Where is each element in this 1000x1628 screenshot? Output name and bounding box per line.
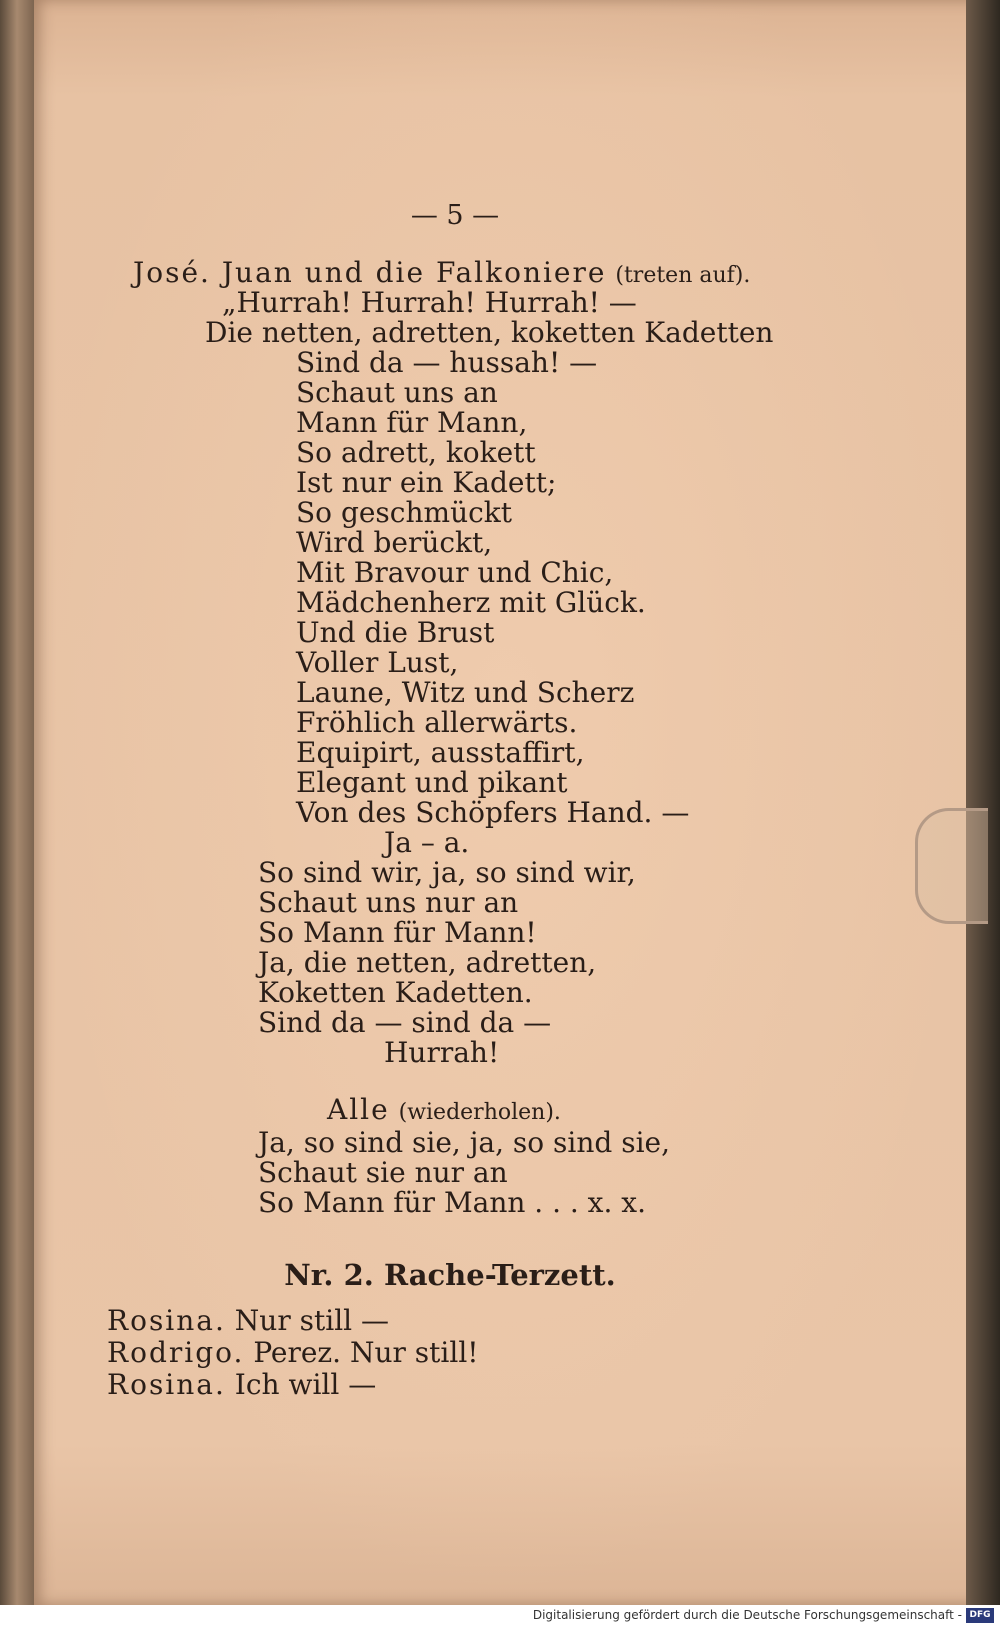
footer-bar <box>0 1605 1000 1628</box>
verse-line: Und die Brust <box>296 616 495 649</box>
verse-line: Mann für Mann, <box>296 406 528 439</box>
verse-line: So Mann für Mann . . . x. x. <box>258 1186 646 1219</box>
verse-line: So Mann für Mann! <box>258 916 537 949</box>
verse-line: Hurrah! <box>384 1036 500 1069</box>
footer-credit: Digitalisierung gefördert durch die Deutsche Forschungsgemeinschaft - <box>532 1608 962 1622</box>
verse2-speaker: Alle <box>327 1093 390 1126</box>
verse-line: Sind da — hussah! — <box>296 346 598 379</box>
verse-line: Ist nur ein Kadett; <box>296 466 557 499</box>
verse-line: Fröhlich allerwärts. <box>296 706 578 739</box>
verse2-speaker-line <box>327 1095 561 1128</box>
dialogue-text: Perez. Nur still! <box>253 1336 479 1369</box>
page-number: — 5 — <box>410 200 500 231</box>
dialogue-speaker: Rosina. <box>107 1368 226 1401</box>
verse-line: Laune, Witz und Scherz <box>296 676 635 709</box>
verse-line: Schaut sie nur an <box>258 1156 508 1189</box>
dialogue-speaker: Rodrigo. <box>107 1336 245 1369</box>
verse-line: Ja, so sind sie, ja, so sind sie, <box>258 1126 671 1159</box>
verse-line: So adrett, kokett <box>296 436 536 469</box>
verse-line: Wird berückt, <box>296 526 493 559</box>
verse1-speakers: José. Juan und die Falkoniere <box>133 256 607 289</box>
verse-line: Equipirt, ausstaffirt, <box>296 736 585 769</box>
dialogue-text: Ich will — <box>234 1368 377 1401</box>
dialogue-text: Nur still — <box>234 1304 390 1337</box>
dfg-logo: DFG <box>966 1608 994 1623</box>
dialogue-line <box>107 1370 376 1400</box>
dialogue-speaker: Rosina. <box>107 1304 226 1337</box>
verse-line: Mädchenherz mit Glück. <box>296 586 646 619</box>
verse-line: Die netten, adretten, koketten Kadetten <box>205 316 774 349</box>
verse-line: Elegant und pikant <box>296 766 568 799</box>
verse-line: Ja – a. <box>384 826 470 859</box>
dialogue-line <box>107 1338 479 1368</box>
verse-line: So geschmückt <box>296 496 513 529</box>
verse-line: Schaut uns nur an <box>258 886 519 919</box>
section-heading: Nr. 2. Rache-Terzett. <box>284 1258 616 1292</box>
verse-line: Schaut uns an <box>296 376 498 409</box>
verse-line: Voller Lust, <box>296 646 459 679</box>
verse2-stage-direction: (wiederholen). <box>398 1100 561 1125</box>
verse-line: Ja, die netten, adretten, <box>258 946 597 979</box>
verse-line: So sind wir, ja, so sind wir, <box>258 856 636 889</box>
verse1-stage-direction: (treten auf). <box>615 263 751 288</box>
verse-line: Mit Bravour und Chic, <box>296 556 614 589</box>
verse-line: Von des Schöpfers Hand. — <box>296 796 690 829</box>
dialogue-line <box>107 1306 389 1336</box>
verse-line: Sind da — sind da — <box>258 1006 552 1039</box>
verse-line: „Hurrah! Hurrah! Hurrah! — <box>222 286 637 319</box>
verse-line: Koketten Kadetten. <box>258 976 533 1009</box>
